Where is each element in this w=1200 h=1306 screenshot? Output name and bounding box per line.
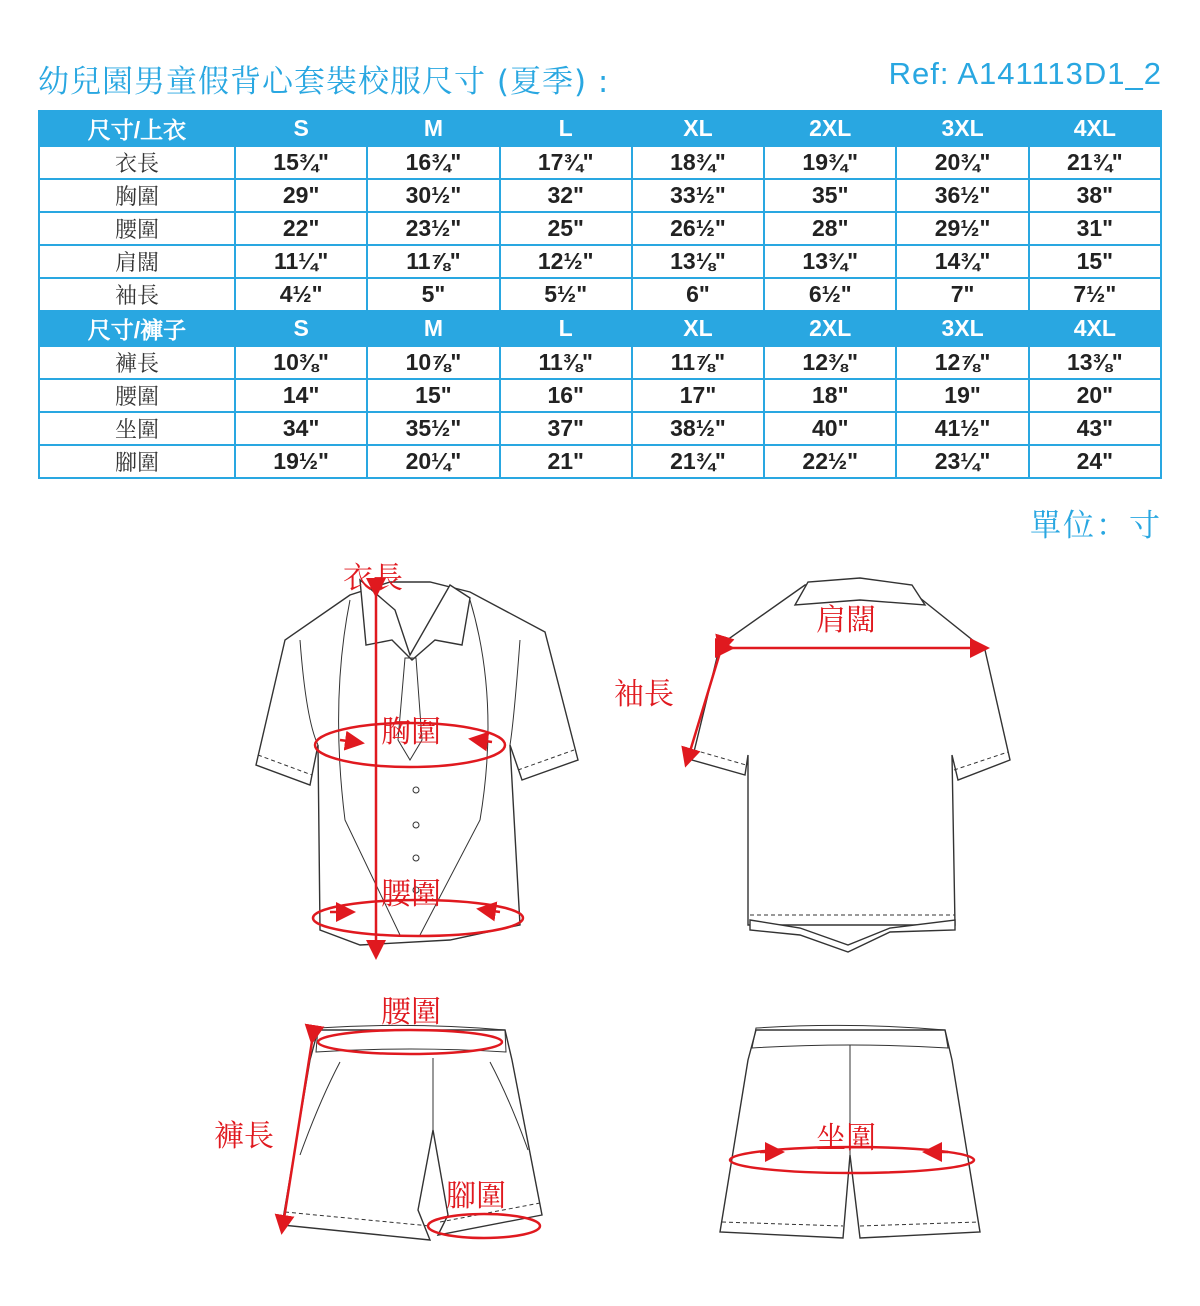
size-column-header: S — [235, 311, 367, 346]
measurement-value: 20" — [1029, 379, 1161, 412]
size-column-header: XL — [632, 111, 764, 146]
measurement-value: 25" — [500, 212, 632, 245]
measurement-label: 胸圍 — [39, 179, 235, 212]
reference-code: Ref: A141113D1_2 — [888, 56, 1162, 91]
measurement-value: 12⅜" — [764, 346, 896, 379]
measurement-value: 20¾" — [896, 146, 1028, 179]
measurement-value: 21¾" — [1029, 146, 1161, 179]
size-column-header: 3XL — [896, 311, 1028, 346]
measurement-value: 21" — [500, 445, 632, 478]
measurement-value: 7½" — [1029, 278, 1161, 311]
measurement-value: 31" — [1029, 212, 1161, 245]
measurement-value: 23½" — [367, 212, 499, 245]
measurement-value: 34" — [235, 412, 367, 445]
size-column-header: L — [500, 311, 632, 346]
label-pants-waist: 腰圍 — [381, 995, 441, 1030]
measurement-value: 33½" — [632, 179, 764, 212]
measurement-value: 24" — [1029, 445, 1161, 478]
unit-note: 單位：寸 — [1030, 508, 1162, 544]
label-shirt-length: 衣長 — [343, 561, 403, 596]
measurement-value: 5½" — [500, 278, 632, 311]
measurement-value: 17¾" — [500, 146, 632, 179]
measurement-value: 38" — [1029, 179, 1161, 212]
measurement-value: 11⅞" — [632, 346, 764, 379]
page-title: 幼兒園男童假背心套裝校服尺寸 (夏季) : — [38, 64, 610, 100]
measurement-value: 13⅜" — [1029, 346, 1161, 379]
measurement-value: 29" — [235, 179, 367, 212]
measurement-value: 40" — [764, 412, 896, 445]
measurement-label: 衣長 — [39, 146, 235, 179]
measurement-value: 35½" — [367, 412, 499, 445]
measurement-label: 肩闊 — [39, 245, 235, 278]
measurement-value: 22½" — [764, 445, 896, 478]
label-hip: 坐圍 — [816, 1121, 876, 1156]
label-pants-length: 褲長 — [214, 1119, 274, 1154]
size-column-header: 2XL — [764, 111, 896, 146]
label-sleeve: 袖長 — [614, 677, 674, 712]
measurement-value: 19½" — [235, 445, 367, 478]
measurement-value: 6" — [632, 278, 764, 311]
measurement-value: 21¾" — [632, 445, 764, 478]
measurement-label: 褲長 — [39, 346, 235, 379]
measurement-value: 43" — [1029, 412, 1161, 445]
measurement-value: 13⅛" — [632, 245, 764, 278]
measurement-value: 41½" — [896, 412, 1028, 445]
size-column-header: 4XL — [1029, 311, 1161, 346]
measurement-value: 16" — [500, 379, 632, 412]
measurement-value: 28" — [764, 212, 896, 245]
measurement-value: 30½" — [367, 179, 499, 212]
measurement-value: 18¾" — [632, 146, 764, 179]
measurement-value: 22" — [235, 212, 367, 245]
measurement-value: 10⅜" — [235, 346, 367, 379]
measurement-value: 13¾" — [764, 245, 896, 278]
measurement-value: 6½" — [764, 278, 896, 311]
label-chest: 胸圍 — [381, 715, 441, 750]
measurement-label: 腳圍 — [39, 445, 235, 478]
size-column-header: XL — [632, 311, 764, 346]
section-header-label: 尺寸/上衣 — [39, 111, 235, 146]
label-leg-opening: 腳圍 — [446, 1179, 506, 1214]
size-column-header: L — [500, 111, 632, 146]
measurement-value: 29½" — [896, 212, 1028, 245]
size-column-header: 4XL — [1029, 111, 1161, 146]
measurement-label: 袖長 — [39, 278, 235, 311]
measurement-value: 11¼" — [235, 245, 367, 278]
measurement-value: 37" — [500, 412, 632, 445]
measurement-value: 12½" — [500, 245, 632, 278]
measurement-value: 32" — [500, 179, 632, 212]
measurement-value: 12⅞" — [896, 346, 1028, 379]
measurement-value: 17" — [632, 379, 764, 412]
measurement-value: 14¾" — [896, 245, 1028, 278]
measurement-value: 5" — [367, 278, 499, 311]
measurement-value: 14" — [235, 379, 367, 412]
measurement-value: 16¾" — [367, 146, 499, 179]
measurement-value: 19" — [896, 379, 1028, 412]
measurement-value: 11⅜" — [500, 346, 632, 379]
measurement-value: 35" — [764, 179, 896, 212]
label-shoulder: 肩闊 — [816, 603, 876, 638]
measurement-value: 15¾" — [235, 146, 367, 179]
measurement-value: 15" — [1029, 245, 1161, 278]
measurement-value: 11⅞" — [367, 245, 499, 278]
measurement-value: 18" — [764, 379, 896, 412]
label-shirt-waist: 腰圍 — [381, 877, 441, 912]
size-column-header: M — [367, 311, 499, 346]
measurement-label: 腰圍 — [39, 212, 235, 245]
measurement-value: 7" — [896, 278, 1028, 311]
section-header-label: 尺寸/褲子 — [39, 311, 235, 346]
size-column-header: S — [235, 111, 367, 146]
measurement-value: 10⅞" — [367, 346, 499, 379]
measurement-label: 坐圍 — [39, 412, 235, 445]
measurement-value: 4½" — [235, 278, 367, 311]
measurement-value: 23¼" — [896, 445, 1028, 478]
measurement-value: 20¼" — [367, 445, 499, 478]
measurement-value: 19¾" — [764, 146, 896, 179]
size-column-header: 2XL — [764, 311, 896, 346]
measurement-value: 15" — [367, 379, 499, 412]
measurement-value: 36½" — [896, 179, 1028, 212]
size-column-header: M — [367, 111, 499, 146]
measurement-value: 26½" — [632, 212, 764, 245]
measurement-label: 腰圍 — [39, 379, 235, 412]
size-column-header: 3XL — [896, 111, 1028, 146]
measurement-value: 38½" — [632, 412, 764, 445]
